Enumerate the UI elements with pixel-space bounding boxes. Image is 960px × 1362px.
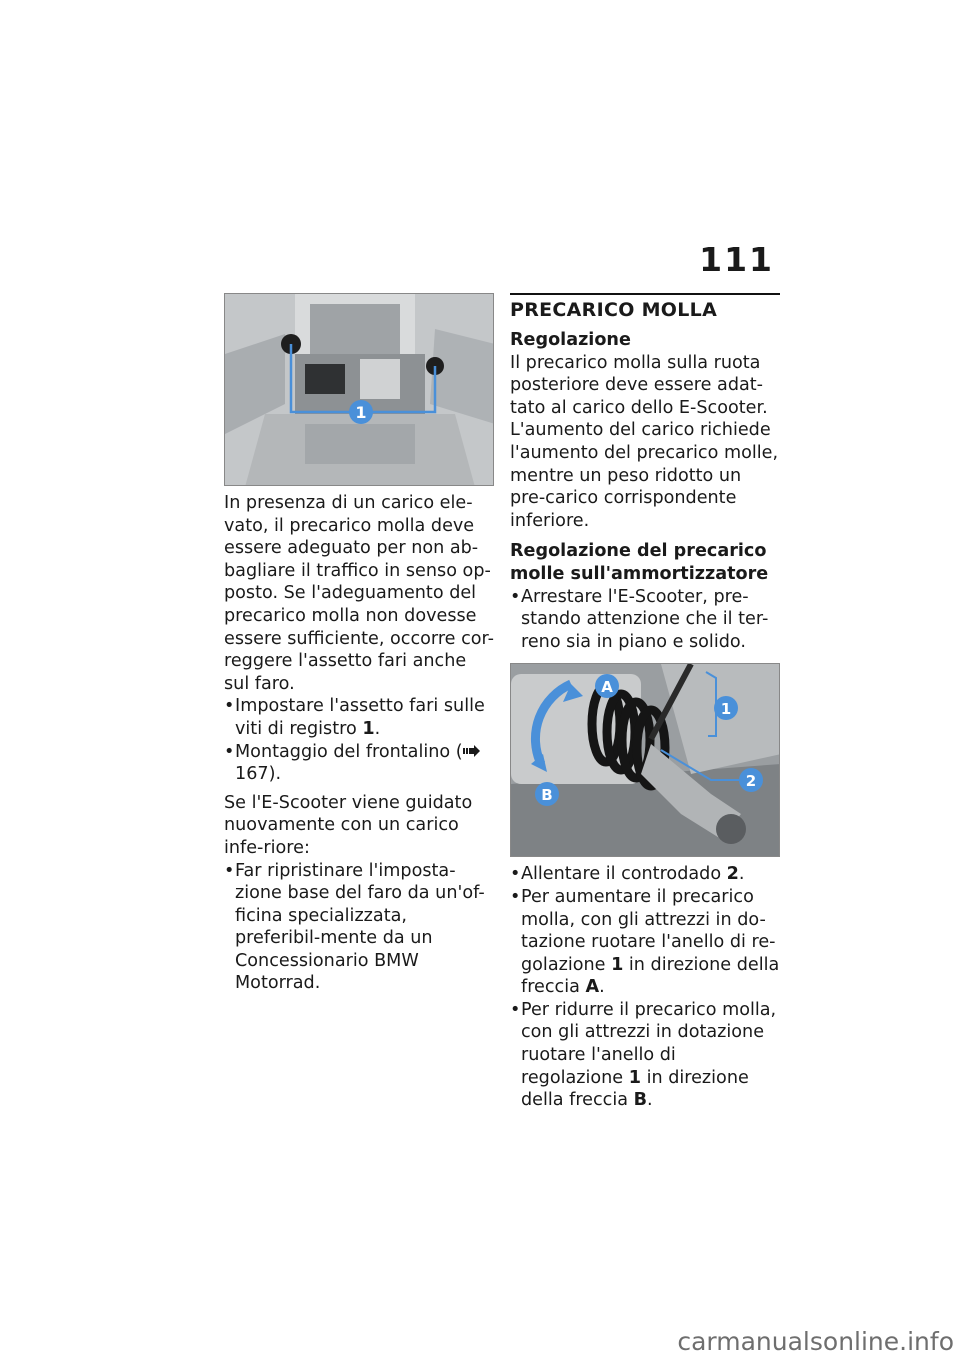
subheading-regolazione: Regolazione — [510, 330, 631, 350]
watermark: carmanualsonline.info — [677, 1327, 954, 1356]
figure2-callout-a: A — [601, 678, 613, 697]
left-paragraph-2: Se l'E-Scooter viene guidato nuovamente con un carico infe-riore: — [224, 792, 473, 858]
page-reference-arrow-icon — [463, 741, 483, 764]
list-item: • Montaggio del frontalino ( 167). — [224, 741, 494, 786]
list-item: • Per ridurre il precarico molla, con gli attrezzi in dotazione ruotare l'anello di regolazione 1 in direzione della freccia B. — [510, 999, 780, 1112]
right-bullet-list — [510, 863, 780, 1112]
right-bullet-list-pre — [510, 586, 780, 654]
figure2-callout-b: B — [541, 786, 553, 805]
shock-absorber-photo — [510, 663, 780, 857]
list-item: • Per aumentare il precarico molla, con gli attrezzi in do-tazione ruotare l'anello di re-golazione 1 in direzione della freccia A. — [510, 886, 780, 999]
list-item: • Arrestare l'E-Scooter, pre-stando attenzione che il ter-reno sia in piano e solido. — [510, 586, 780, 654]
list-item: • Impostare l'assetto fari sulle viti di registro 1. — [224, 695, 494, 740]
list-item: • Allentare il controdado 2. — [510, 863, 780, 886]
list-item: • Far ripristinare l'imposta-zione base del faro da un'of-ficina specializzata, preferibil-mente da un Concessionario BMW Motorrad. — [224, 860, 494, 996]
left-paragraph-1: In presenza di un carico ele-vato, il precarico molla deve essere adeguato per non ab-bagliare il traffico in senso op-posto. Se l'adeguamento del precarico molla non dovesse essere sufficiente, occorre cor-reggere l'assetto fari anche sul faro. — [224, 493, 494, 694]
figure2-callout-1: 1 — [720, 700, 732, 719]
right-paragraph-1: Il precarico molla sulla ruota posteriore deve essere adat-tato al carico dello E-Scooter. L'aumento del carico richiede l'aumento del precarico molle, mentre un peso ridotto un pre-carico corrispondente inferiore. — [510, 352, 779, 531]
headlight-adjustment-photo — [224, 293, 494, 486]
left-bullet-list-1 — [224, 695, 494, 785]
section-title: PRECARICO MOLLA — [510, 293, 780, 321]
page-number: 111 — [699, 240, 774, 279]
figure1-callout-1: 1 — [355, 403, 367, 422]
left-column — [224, 293, 494, 995]
subheading-preload-adjustment: Regolazione del precarico molle sull'ammortizzatore — [510, 541, 769, 584]
left-bullet-list-2 — [224, 860, 494, 996]
figure2-callout-2: 2 — [745, 772, 757, 791]
right-column — [510, 293, 780, 1112]
